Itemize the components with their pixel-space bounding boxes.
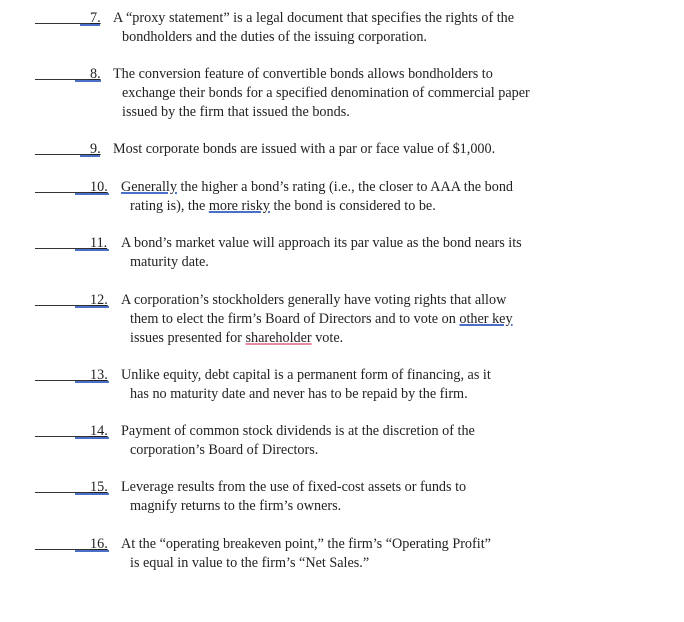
question-number: 10. bbox=[90, 179, 108, 195]
question-number: 16. bbox=[90, 536, 108, 552]
question-text: A corporation’s stockholders generally have voting rights that allow them to elect the firm’s Board of Directors and to vote on other key issues presented for shareholder vote. bbox=[121, 292, 513, 346]
question-number: 11. bbox=[90, 235, 108, 251]
question-text: The conversion feature of convertible bonds allows bondholders to exchange their bonds for a specified denomination of commercial paper issued by the firm that issued the bonds. bbox=[113, 66, 530, 120]
question-number: 13. bbox=[90, 367, 108, 383]
question-number: 12. bbox=[90, 292, 108, 308]
question-number: 7. bbox=[90, 10, 101, 26]
question-text: Unlike equity, debt capital is a permanent form of financing, as it has no maturity date and never has to be repaid by the firm. bbox=[121, 367, 491, 402]
question-text: Leverage results from the use of fixed-cost assets or funds to magnify returns to the firm’s owners. bbox=[121, 479, 467, 514]
question-text: At the “operating breakeven point,” the firm’s “Operating Profit” is equal in value to the firm’s “Net Sales.” bbox=[121, 536, 491, 571]
question-text: Generally the higher a bond’s rating (i.e., the closer to AAA the bond rating is), the more risky the bond is considered to be. bbox=[121, 179, 514, 214]
question-number: 9. bbox=[90, 141, 101, 157]
question-number: 8. bbox=[90, 66, 101, 82]
question-number: 15. bbox=[90, 479, 108, 495]
question-text: A bond’s market value will approach its par value as the bond nears its maturity date. bbox=[121, 235, 522, 270]
question-text: Payment of common stock dividends is at the discretion of the corporation’s Board of Directors. bbox=[121, 423, 475, 458]
question-text: A “proxy statement” is a legal document that specifies the rights of the bondholders and the duties of the issuing corporation. bbox=[113, 10, 515, 45]
question-text: Most corporate bonds are issued with a par or face value of $1,000. bbox=[113, 141, 496, 157]
question-number: 14. bbox=[90, 423, 108, 439]
